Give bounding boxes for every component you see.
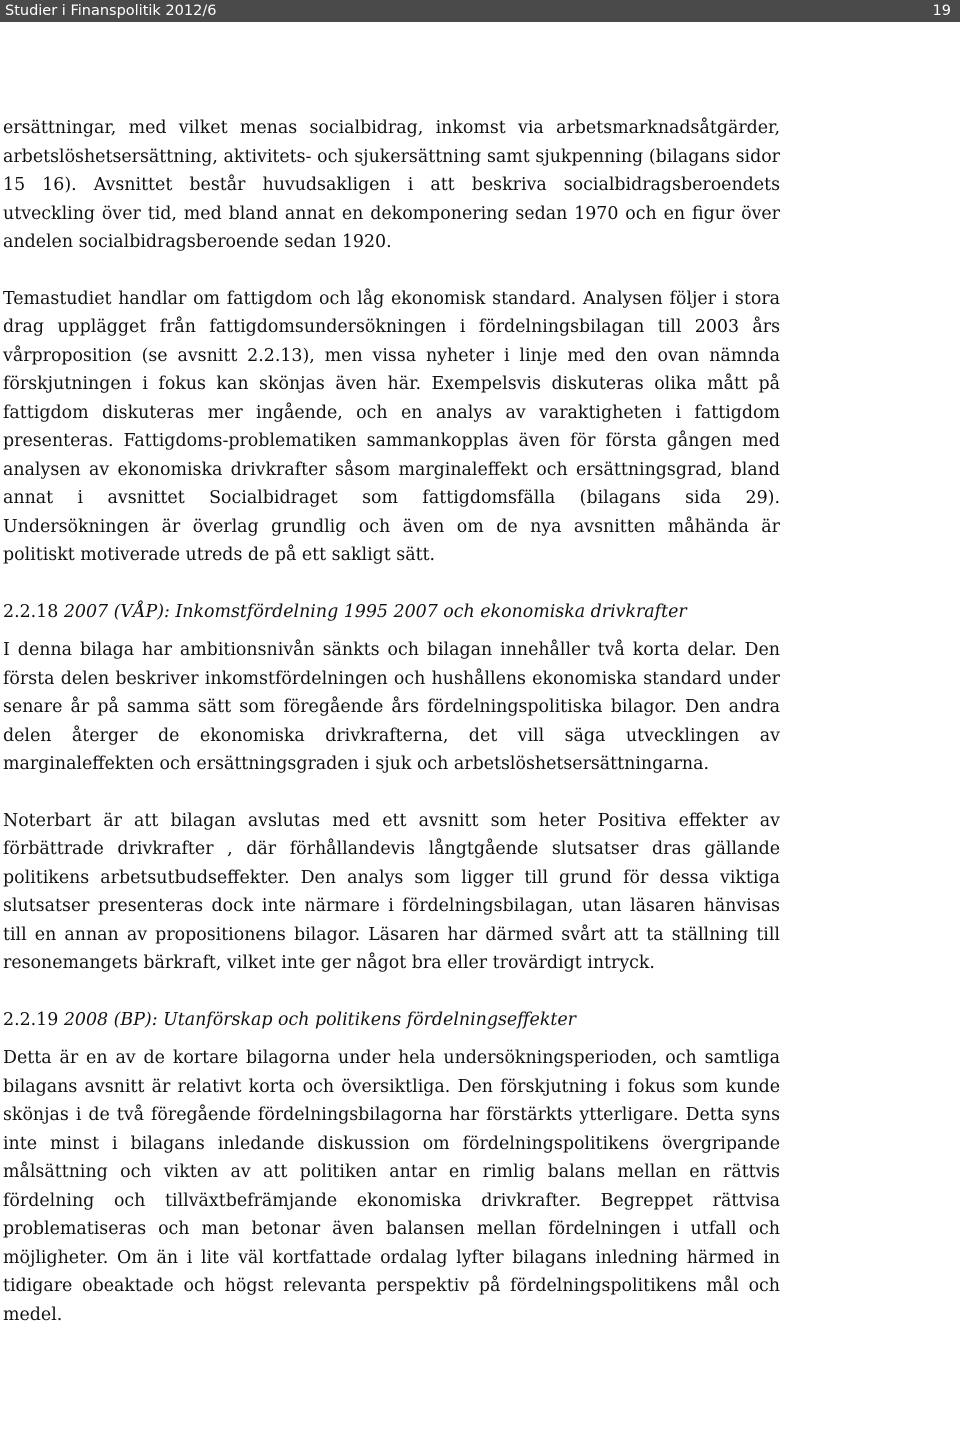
paragraph-5: Detta är en av de kortare bilagorna under hela undersökningsperioden, och samtliga bilagans avsnitt är relativt korta och översiktliga. Den förskjutning i fokus som kunde skönjas i de två föregående fördelningsbilagorna har förstärkts ytterligare. Detta syns inte minst i bilagans inledande diskussion om fördelningspolitikens övergripande målsättning och vikten av att politiken antar en rimlig balans mellan en rättvis fördelning och tillväxtbefrämjande ekonomiska drivkrafter. Begreppet rättvisa problematiseras och man betonar även balansen mellan fördelningen i utfall och möjligheter. Om än i lite väl kortfattade ordalag lyfter bilagans inledning härmed in tidigare obeaktade och högst relevanta perspektiv på fördelningspolitikens mål och medel.	[3, 1048, 780, 1325]
heading-spacer	[3, 1034, 780, 1044]
section-number: 2.2.19	[3, 1009, 59, 1030]
paragraph-2: Temastudiet handlar om fattigdom och låg ekonomisk standard. Analysen följer i stora drag upplägget från fattigdomsundersökningen i fördelningsbilagan till 2003 års vårproposition (se avsnitt 2.2.13), men vissa nyheter i linje med den ovan nämnda förskjutningen i fokus kan skönjas även här. Exempelsvis diskuteras olika mått på fattigdom diskuteras mer ingående, och en analys av varaktigheten i fattigdom presenteras. Fattigdoms-problematiken sammankopplas även för första gången med analysen av ekonomiska drivkrafter såsom marginaleffekt och ersättningsgrad, bland annat i avsnittet Socialbidraget som fattigdomsfälla (bilagans sida 29). Undersökningen är överlag grundlig och även om de nya avsnitten måhända är politiskt motiverade utreds de på ett sakligt sätt.	[3, 288, 780, 565]
paragraph-1: ersättningar, med vilket menas socialbidrag, inkomst via arbetsmarknadsåtgärder, arbetslöshetsersättning, aktivitets- och sjukersättning samt sjukpenning (bilagans sidor 15 16). Avsnittet består huvudsakligen i att beskriva socialbidragsberoendets utveckling över tid, med bland annat en dekomponering sedan 1970 och en figur över andelen socialbidragsberoende sedan 1920.	[3, 118, 780, 252]
paragraph-spacer	[3, 257, 780, 285]
section-spacer	[3, 570, 780, 598]
paragraph-spacer	[3, 779, 780, 807]
document-title: Studier i Finanspolitik 2012/6	[5, 3, 217, 19]
section-number: 2.2.18	[3, 601, 59, 622]
page-header	[0, 0, 960, 22]
heading-spacer	[3, 626, 780, 636]
section-title: 2008 (BP): Utanförskap och politikens fördelningseffekter	[63, 1009, 576, 1030]
page-content	[3, 114, 780, 1329]
section-heading-2-2-19	[3, 1006, 780, 1035]
paragraph-3: I denna bilaga har ambitionsnivån sänkts och bilagan innehåller två korta delar. Den första delen beskriver inkomstfördelningen och hushållens ekonomiska standard under senare år på samma sätt som föregående års fördelningspolitiska bilagor. Den andra delen återger de ekonomiska drivkrafterna, det vill säga utvecklingen av marginaleffekten och ersättningsgraden i sjuk och arbetslöshetsersättningarna.	[3, 640, 780, 774]
paragraph-4: Noterbart är att bilagan avslutas med ett avsnitt som heter Positiva effekter av förbättrade drivkrafter , där förhållandevis långtgående slutsatser dras gällande politikens arbetsutbudseffekter. Den analys som ligger till grund för dessa viktiga slutsatser presenteras dock inte närmare i fördelningsbilagan, utan läsaren hänvisas till en annan av propositionens bilagor. Läsaren har därmed svårt att ta ställning till resonemangets bärkraft, vilket inte ger något bra eller trovärdigt intryck.	[3, 810, 780, 973]
section-heading-2-2-18	[3, 598, 780, 627]
section-spacer	[3, 978, 780, 1006]
section-title: 2007 (VÅP): Inkomstfördelning 1995 2007 och ekonomiska drivkrafter	[63, 601, 687, 622]
page-number: 19	[932, 3, 951, 19]
